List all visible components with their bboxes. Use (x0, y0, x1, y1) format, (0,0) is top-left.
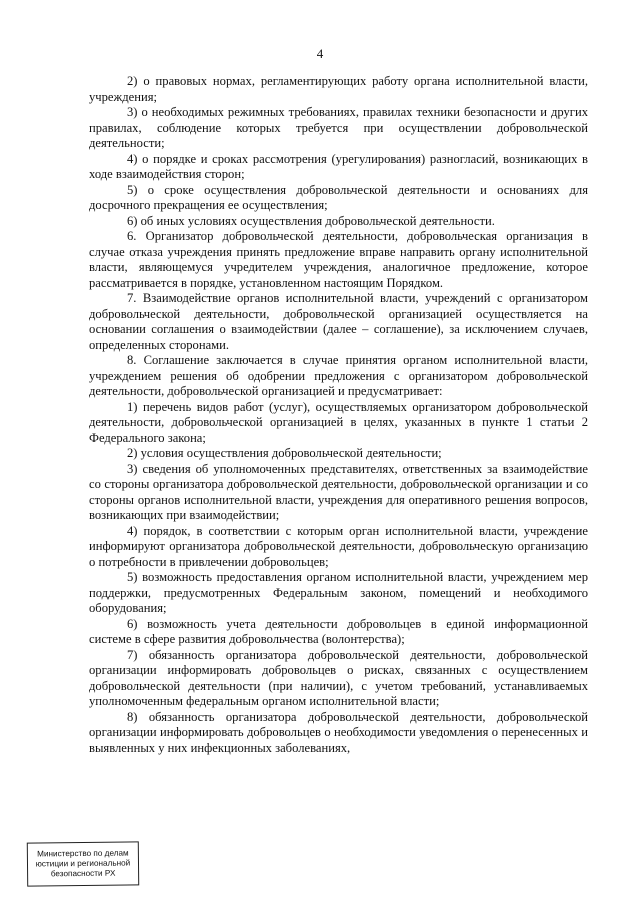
stamp-line: Министерство по делам (37, 848, 129, 859)
document-body (89, 74, 588, 756)
paragraph: 4) о порядке и сроках рассмотрения (урегулирования) разногласий, возникающих в ходе взаимодействия сторон; (89, 151, 588, 181)
paragraph: 1) перечень видов работ (услуг), осуществляемых организатором добровольческой деятельности, добровольческой организацией в целях, указанных в пункте 1 статьи 2 Федерального закона; (89, 399, 588, 445)
paragraph: 5) о сроке осуществления добровольческой деятельности и основаниях для досрочного прекращения ее осуществления; (89, 182, 588, 212)
paragraph: 2) условия осуществления добровольческой деятельности; (127, 446, 442, 460)
paragraph: 2) о правовых нормах, регламентирующих работу органа исполнительной власти, учреждения; (89, 74, 588, 104)
paragraph: 8) обязанность организатора добровольческой деятельности, добровольческой организации информировать добровольцев о необходимости уведомления о перенесенных и выявленных у них инфекционных заболеваниях, (89, 709, 588, 755)
paragraph: 3) о необходимых режимных требованиях, правилах техники безопасности и других правилах, соблюдение которых требуется при осуществлении добровольческой деятельности; (89, 105, 588, 150)
paragraph: 7. Взаимодействие органов исполнительной власти, учреждений с организатором добровольческой деятельности, добровольческой организацией осуществляется на основании соглашения о взаимодействии (далее – соглашение), за исключением случаев, определенных сторонами. (89, 291, 588, 352)
paragraph: 6. Организатор добровольческой деятельности, добровольческая организация в случае отказа учреждения принять предложение вправе направить органу исполнительной власти, являющемуся учредителем учреждения, аналогичное предложение, которое рассматривается в порядке, установленном настоящим Порядком. (89, 229, 588, 290)
stamp-line: юстиции и региональной (35, 858, 131, 869)
stamp-line: безопасности РХ (50, 868, 116, 879)
paragraph: 7) обязанность организатора добровольческой деятельности, добровольческой организации информировать добровольцев о рисках, связанных с осуществлением добровольческой деятельности (при наличии), с учетом требований, устанавливаемых уполномоченным федеральным органом исполнительной власти; (89, 647, 588, 708)
paragraph: 6) об иных условиях осуществления добровольческой деятельности. (127, 213, 495, 228)
paragraph: 3) сведения об уполномоченных представителях, ответственных за взаимодействие со стороны организатора добровольческой деятельности, добровольческой организации и со стороны органов исполнительной власти, учреждения для оперативного решения вопросов, возникающих при взаимодействии; (89, 461, 588, 522)
paragraph: 4) порядок, в соответствии с которым орган исполнительной власти, учреждение информируют организатора добровольческой деятельности, добровольческую организацию о потребности в привлечении добровольцев; (89, 523, 588, 569)
registration-stamp (27, 841, 139, 886)
paragraph: 8. Соглашение заключается в случае принятия органом исполнительной власти, учреждением решения об одобрении предложения с организатором добровольческой деятельности, добровольческой организацией и предусматривает: (89, 353, 588, 398)
paragraph: 6) возможность учета деятельности добровольцев в единой информационной системе в сфере развития добровольчества (волонтерства); (89, 616, 588, 646)
paragraph: 5) возможность предоставления органом исполнительной власти, учреждением мер поддержки, предусмотренных Федеральным законом, помещений и необходимого оборудования; (89, 570, 588, 615)
page-number: 4 (316, 46, 324, 61)
